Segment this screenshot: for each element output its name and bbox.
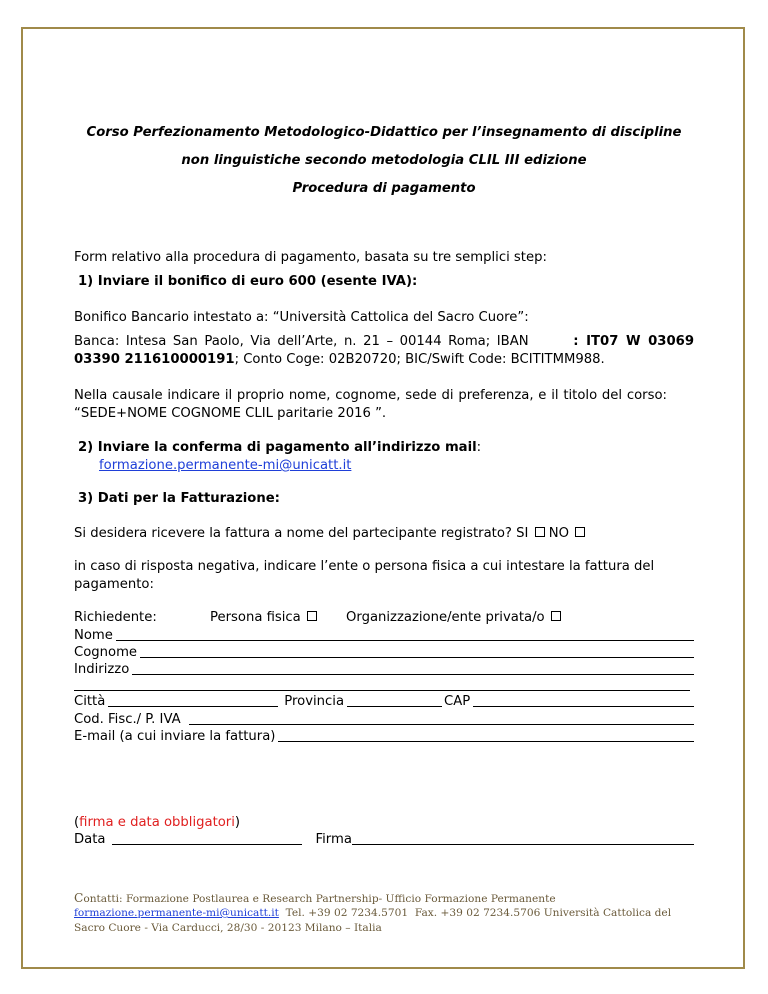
- persona-fisica-option: [210, 610, 317, 625]
- firma-label: Firma: [315, 832, 352, 847]
- invoice-question-text: Si desidera ricevere la fattura a nome del partecipante registrato? SI: [74, 526, 529, 541]
- no-label: NO: [548, 526, 570, 541]
- footer-line2: [74, 907, 671, 919]
- citta-label: Città: [74, 694, 106, 709]
- signature-note: [74, 815, 240, 830]
- firma-line[interactable]: [352, 843, 694, 845]
- negative-line2: pagamento:: [74, 577, 154, 592]
- data-label: Data: [74, 832, 106, 847]
- citta-provincia-cap-row: [74, 694, 694, 709]
- bank-details: Banca: Intesa San Paolo, Via dell’Arte, n. 21 – 00144 Roma; IBAN: [74, 334, 529, 349]
- nome-line[interactable]: [116, 639, 694, 641]
- organizzazione-label: Organizzazione/ente privata/o: [346, 610, 545, 625]
- course-title-line1: Corso Perfezionamento Metodologico-Didattico per l’insegnamento di discipline: [86, 125, 682, 140]
- beneficiary-text: Bonifico Bancario intestato a: “Università Cattolica del Sacro Cuore”:: [74, 310, 529, 325]
- causale-line1: Nella causale indicare il proprio nome, cognome, sede di preferenza, e il titolo del corso:: [74, 388, 667, 403]
- organizzazione-checkbox[interactable]: [551, 611, 561, 621]
- iban-end: 03390 211610000191: [74, 352, 235, 367]
- invoice-question: [74, 526, 585, 541]
- negative-line1: in caso di risposta negativa, indicare l’ente o persona fisica a cui intestare la fattura del: [74, 559, 655, 574]
- footer-initial: C: [74, 891, 84, 905]
- organizzazione-option: [346, 610, 561, 625]
- provincia-line[interactable]: [347, 705, 442, 707]
- indirizzo-line[interactable]: [132, 673, 694, 675]
- course-title-line2: non linguistiche secondo metodologia CLIL III edizione: [181, 153, 587, 168]
- cap-line[interactable]: [473, 705, 694, 707]
- codfisc-line[interactable]: [189, 723, 694, 725]
- persona-fisica-checkbox[interactable]: [307, 611, 317, 621]
- step2-heading-text: 2) Inviare la conferma di pagamento all’indirizzo mail: [78, 440, 477, 455]
- nome-field[interactable]: [74, 628, 694, 643]
- richiedente-label: Richiedente:: [74, 610, 157, 625]
- invoice-email-line[interactable]: [278, 740, 694, 742]
- step2-heading: [78, 440, 481, 455]
- step2-email-link[interactable]: formazione.permanente-mi@unicatt.it: [99, 458, 352, 473]
- data-line[interactable]: [112, 843, 302, 845]
- persona-fisica-label: Persona fisica: [210, 610, 301, 625]
- invoice-email-field[interactable]: [74, 729, 694, 744]
- close-paren: ): [234, 815, 241, 830]
- causale-line2: “SEDE+NOME COGNOME CLIL paritarie 2016 ”.: [74, 406, 387, 421]
- open-paren: (: [74, 815, 80, 830]
- mandatory-note: firma e data obbligatori: [79, 815, 235, 830]
- intro-text: Form relativo alla procedura di pagamento, basata su tre semplici step:: [74, 250, 547, 265]
- cognome-field[interactable]: [74, 645, 694, 660]
- bank-line2: [74, 352, 605, 367]
- indirizzo-label: Indirizzo: [74, 662, 130, 677]
- footer-address: Sacro Cuore - Via Carducci, 28/30 - 20123 Milano – Italia: [74, 922, 382, 934]
- cap-label: CAP: [444, 694, 471, 709]
- data-firma-row: [74, 832, 694, 847]
- indirizzo-extra-line[interactable]: [74, 690, 690, 691]
- invoice-email-label: E-mail (a cui inviare la fattura): [74, 729, 276, 744]
- codfisc-field[interactable]: [74, 712, 694, 727]
- si-checkbox[interactable]: [535, 527, 545, 537]
- codfisc-label: Cod. Fisc./ P. IVA: [74, 712, 181, 727]
- indirizzo-field[interactable]: [74, 662, 694, 677]
- step3-heading: 3) Dati per la Fatturazione:: [78, 491, 280, 506]
- footer-office: ontatti: Formazione Postlaurea e Research Partnership- Ufficio Formazione Permanente: [83, 893, 556, 905]
- bank-line1: [74, 334, 694, 349]
- no-checkbox[interactable]: [575, 527, 585, 537]
- nome-label: Nome: [74, 628, 113, 643]
- footer-email-link[interactable]: formazione.permanente-mi@unicatt.it: [74, 907, 279, 919]
- step1-heading: 1) Inviare il bonifico di euro 600 (esente IVA):: [78, 274, 418, 289]
- procedure-title: Procedura di pagamento: [292, 181, 476, 196]
- provincia-label: Provincia: [284, 694, 345, 709]
- coge-bic: ; Conto Coge: 02B20720; BIC/Swift Code: BCITITMM988.: [234, 352, 605, 367]
- cognome-label: Cognome: [74, 645, 138, 660]
- citta-line[interactable]: [108, 705, 278, 707]
- iban-start: : IT07 W 03069: [573, 334, 694, 349]
- footer-phone-fax: Tel. +39 02 7234.5701 Fax. +39 02 7234.5706 Università Cattolica del: [278, 907, 672, 919]
- cognome-line[interactable]: [140, 656, 694, 658]
- step2-colon: :: [476, 440, 482, 455]
- footer-contacts: [74, 891, 556, 905]
